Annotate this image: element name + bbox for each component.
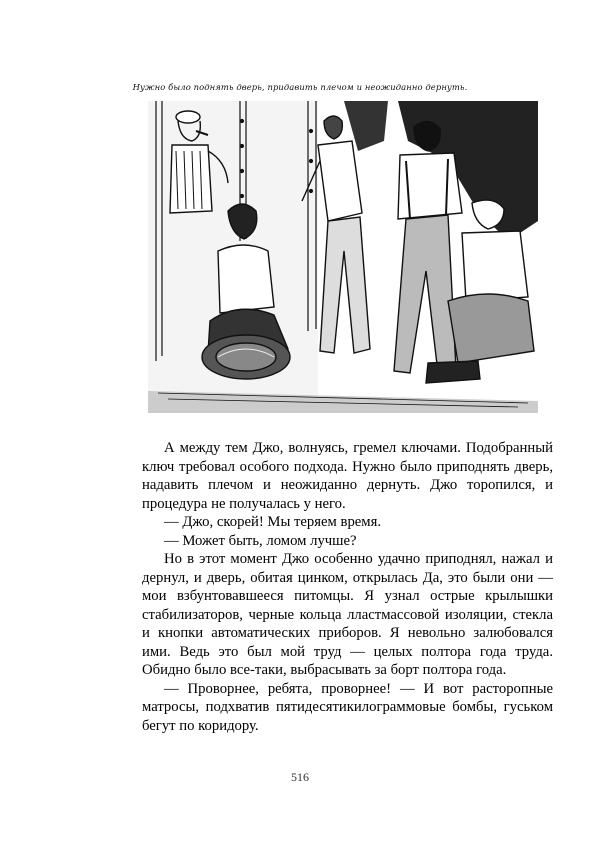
page-number: 516 [291, 770, 309, 784]
sailors-drawing [148, 101, 538, 413]
paragraph: — Может быть, ломом лучше? [164, 532, 357, 549]
body-text [142, 439, 553, 735]
illustration [148, 101, 538, 413]
illustration-caption: Нужно было поднять дверь, придавить плечом и неожиданно дернуть. [132, 82, 468, 92]
paragraph: — Джо, скорей! Мы теряем время. [164, 514, 382, 530]
paragraph: А между тем Джо, волнуясь, гремел ключами. Подобранный ключ требовал особого подхода. Нужно было приподнять дверь, надавить плечом и неожиданно дернуть. Джо торопился, и процедура не получалась у него. [142, 440, 553, 512]
paragraph: — Проворнее, ребята, проворнее! — И вот расторопные матросы, подхватив пятидесятикилограммовые бомбы, гуськом бегут по коридору. [142, 680, 553, 734]
paragraph: Но в этот момент Джо особенно удачно приподнял, нажал и дернул, и дверь, обитая цинком, открылась Да, это были они — мои взбунтовавшееся питомцы. Я узнал острые крылышки стабилизаторов, черные кольца лластмассовой изоляции, стекла и кнопки автоматических приборов. Я невольно залюбовался ими. Ведь это был мой труд — целых полтора года труда. Обидно было все-таки, выбрасывать за борт полтора года. [142, 551, 553, 678]
